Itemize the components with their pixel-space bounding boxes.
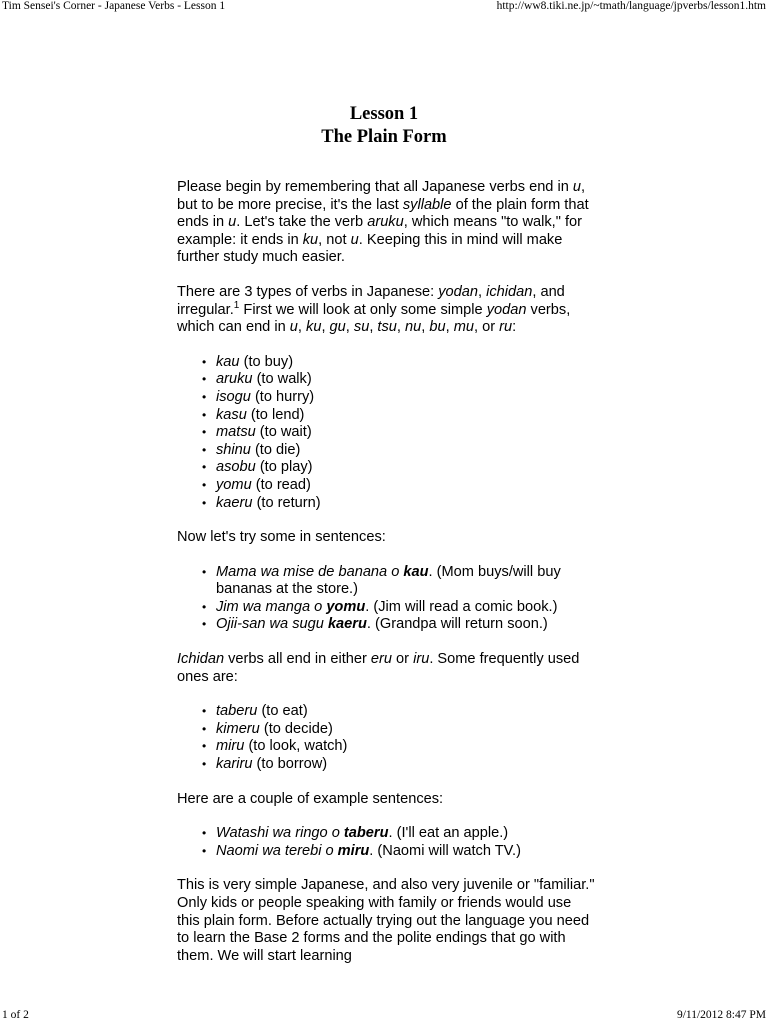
text: , which means "to walk," for example: it ends in (177, 214, 582, 248)
text-em: u (350, 231, 359, 248)
verb-ending: tsu (377, 319, 397, 336)
verb-ending: ku (306, 319, 322, 336)
bullet-icon: • (202, 739, 207, 754)
print-header (0, 0, 768, 16)
text: verbs, which can end in (177, 301, 571, 336)
yodan-verb-list (177, 354, 597, 512)
verb-ending: gu (329, 319, 346, 336)
bullet-icon: • (202, 564, 207, 579)
verb: kariru (216, 756, 253, 773)
examples-intro: Here are a couple of example sentences: (177, 790, 444, 807)
ichidan-sentence-list (177, 825, 597, 860)
bullet-icon: • (202, 372, 207, 387)
bullet-icon: • (202, 460, 207, 475)
bullet-icon: • (202, 843, 207, 858)
sentence-translation: (Mom buys/will buy bananas at the store.) (216, 563, 561, 598)
text: , (477, 283, 487, 300)
list-item (202, 720, 597, 739)
list-item (202, 476, 597, 495)
sentence-translation: (Naomi will watch TV.) (373, 842, 521, 859)
bullet-icon: • (202, 477, 207, 492)
text-em: eru (370, 651, 392, 668)
verb-meaning: (to read) (251, 476, 311, 493)
sentence-verb: miru (337, 842, 370, 859)
list-item (202, 459, 597, 477)
page-title-header: Tim Sensei's Corner - Japanese Verbs - Lesson 1 (2, 0, 226, 12)
verb: isogu (216, 388, 251, 405)
text-em: ichidan (486, 283, 533, 300)
bullet-icon: • (202, 425, 207, 440)
list-item (202, 441, 597, 460)
page-count: 1 of 2 (2, 1009, 29, 1021)
verb-types-paragraph (177, 284, 597, 337)
print-datetime: 9/11/2012 8:47 PM (676, 1009, 766, 1021)
text-em: u (228, 214, 237, 231)
bullet-icon: • (202, 495, 207, 510)
text: verbs all end in either (224, 651, 371, 668)
verb: shinu (216, 441, 251, 458)
yodan-sentence-list (177, 564, 597, 634)
sentence-verb: kau (403, 563, 429, 580)
text-em: ku (302, 231, 319, 248)
verb-meaning: (to lend) (246, 406, 305, 423)
bullet-icon: • (202, 826, 207, 841)
verb-meaning: (to look, watch) (244, 738, 348, 755)
verb: kasu (216, 406, 247, 423)
list-item (202, 388, 597, 407)
list-item (202, 371, 597, 389)
list-item (202, 703, 597, 721)
verb-ending: u (289, 319, 298, 336)
list-item: • Watashi wa ringo o taberu. (I'll eat an apple.) (202, 825, 509, 842)
text: . Let's take the verb (236, 214, 368, 231)
text: . Keeping this in mind will make further study much easier. (177, 231, 563, 266)
list-item (202, 756, 597, 774)
verb: aruku (216, 371, 253, 388)
text-em: Ichidan (177, 651, 225, 668)
verb: taberu (216, 703, 258, 720)
japanese-sentence: Naomi wa terebi o miru (216, 842, 370, 859)
list-item: • Ojii-san wa sugu kaeru. (Grandpa will return soon.) (202, 616, 548, 633)
text: , not (318, 231, 351, 248)
list-item: • Naomi wa terebi o miru. (Naomi will watch TV.) (202, 842, 521, 859)
bullet-icon: • (202, 442, 207, 457)
verb: kaeru (216, 494, 253, 511)
sentence-translation: (Jim will read a comic book.) (369, 598, 558, 615)
verb-ending: ru (499, 319, 513, 336)
sentences-intro: Now let's try some in sentences: (177, 529, 386, 546)
text: , and irregular. (177, 283, 565, 318)
verb: kau (216, 353, 240, 370)
text-em: yodan (438, 283, 478, 300)
sentence-translation: (I'll eat an apple.) (392, 825, 509, 842)
bullet-icon: • (202, 617, 207, 632)
page-url: http://ww8.tiki.ne.jp/~tmath/language/jpverbs/lesson1.htm (496, 0, 766, 12)
print-footer (0, 1009, 768, 1025)
verb-ending: bu (429, 319, 446, 336)
lesson-content (177, 179, 597, 982)
verb-meaning: (to return) (252, 494, 321, 511)
verb-meaning: (to walk) (252, 371, 312, 388)
verb-ending: su (353, 319, 370, 336)
text: , but to be more precise, it's the last (177, 179, 586, 213)
bullet-icon: • (202, 354, 207, 369)
list-item: • Mama wa mise de banana o kau. (Mom buys/will buy bananas at the store.) (202, 563, 561, 598)
verb: kimeru (216, 720, 260, 737)
verb: yomu (216, 476, 252, 493)
verb-meaning: (to borrow) (252, 756, 328, 773)
bullet-icon: • (202, 599, 207, 614)
closing-paragraph: This is very simple Japanese, and also very juvenile or "familiar." Only kids or people speaking with family or friends would use this plain form. Before actually trying out the language you need to learn the Base 2 forms and the polite endings that go with them. We will start learning (177, 877, 595, 964)
verb-meaning: (to die) (250, 441, 301, 458)
text-em: iru (413, 651, 430, 668)
sentence-translation: (Grandpa will return soon.) (370, 616, 548, 633)
sentence-verb: kaeru (327, 616, 367, 633)
lesson-title (0, 103, 768, 149)
japanese-sentence: Ojii-san wa sugu kaeru (216, 616, 367, 633)
text-em: yodan (486, 301, 527, 318)
japanese-sentence: Mama wa mise de banana o kau (216, 563, 429, 580)
text: or (392, 651, 414, 668)
lesson-number: Lesson 1 (349, 104, 419, 124)
verb-meaning: (to play) (255, 459, 313, 476)
list-item (202, 424, 597, 442)
verb-endings: u, ku, gu, su, tsu, nu, bu, mu, or ru: (289, 319, 517, 336)
text-em: u (572, 179, 582, 195)
verb-meaning: (to decide) (259, 720, 333, 737)
text: There are 3 types of verbs in Japanese: (177, 283, 439, 300)
verb-ending: mu (453, 319, 474, 336)
bullet-icon: • (202, 704, 207, 719)
bullet-icon: • (202, 407, 207, 422)
verb-ending: nu (405, 319, 422, 336)
japanese-sentence: Jim wa manga o yomu (216, 598, 366, 615)
verb-meaning: (to wait) (255, 424, 312, 441)
text: Please begin by remembering that all Japanese verbs end in (177, 179, 573, 195)
list-item (202, 494, 597, 513)
verb-meaning: (to eat) (257, 703, 308, 720)
intro-paragraph (177, 179, 597, 267)
bullet-icon: • (202, 389, 207, 404)
verb-meaning: (to buy) (239, 353, 294, 370)
ichidan-verb-list (177, 703, 597, 773)
verb-meaning: (to hurry) (250, 388, 315, 405)
sentence-verb: taberu (343, 825, 389, 842)
verb: miru (216, 738, 245, 755)
text: First we will look at only some simple (239, 301, 487, 318)
footnote-link[interactable]: 1 (233, 299, 240, 311)
ichidan-paragraph (177, 651, 597, 686)
list-item: • Jim wa manga o yomu. (Jim will read a comic book.) (202, 598, 558, 615)
bullet-icon: • (202, 757, 207, 772)
sentence-verb: yomu (326, 598, 366, 615)
list-item (202, 406, 597, 425)
list-item (202, 353, 597, 372)
text-em: aruku (367, 214, 404, 231)
verb: asobu (216, 459, 256, 476)
text: . Some frequently used ones are: (177, 651, 580, 685)
text: of the plain form that ends in (177, 196, 589, 231)
list-item (202, 738, 597, 756)
text-em: syllable (402, 196, 452, 213)
lesson-subtitle: The Plain Form (321, 127, 447, 147)
verb: matsu (216, 424, 256, 441)
bullet-icon: • (202, 721, 207, 736)
japanese-sentence: Watashi wa ringo o taberu (216, 825, 389, 842)
